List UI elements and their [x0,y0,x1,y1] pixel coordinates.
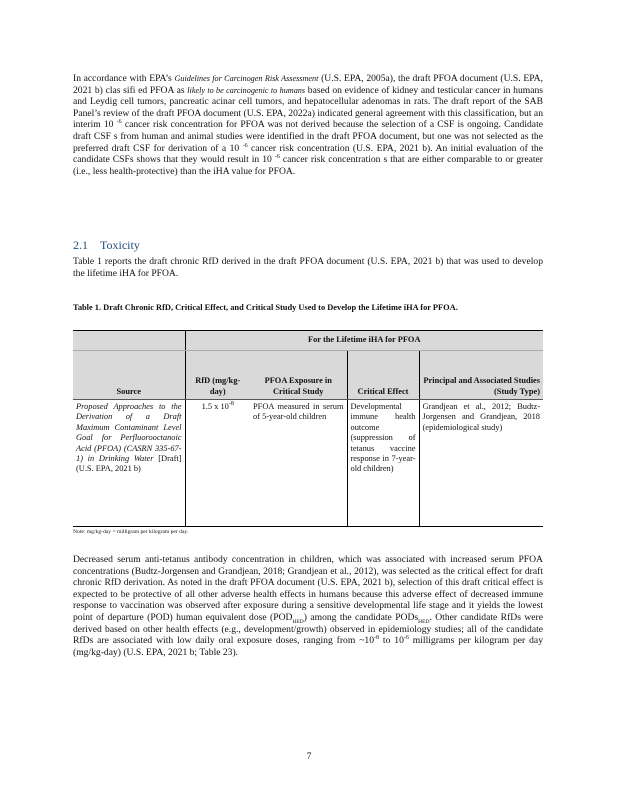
table-group-header: For the Lifetime iHA for PFOA [185,331,543,351]
header-rfd: RfD (mg/kg-day) [185,351,250,400]
header-critical-effect: Critical Effect [347,351,419,400]
header-exposure: PFOA Exposure in Critical Study [250,351,347,400]
paragraph-table-intro: Table 1 reports the draft chronic RfD derived in the draft PFOA document (U.S. EPA, 2021 b) that was used to develop the lifetime iHA for PFOA. [73,256,543,279]
paragraph-carcinogenicity: In accordance with EPA’s Guidelines for Carcinogen Risk Assessment (U.S. EPA, 2005a), the draft PFOA document (U.S. EPA, 2021 b) clas sifi ed PFOA as likely to be carcinogenic to humans based on evidence of kidney and testicular cancer in humans and Leydig cell tumors, pancreatic acinar cell tumors, and hepatocellular adenomas in rats. The draft report of the SAB Panel’s review of the draft PFOA document (U.S. EPA, 2022a) indicated general agreement with this classification, but an interim 10 $^{-6}$ cancer risk concentration for PFOA was not derived because the selection of a CSF is ongoing. Candidate draft CSF s from human and animal studies were identified in the draft PFOA document, but one was not selected as the preferred draft CSF for derivation of a 10 $^{-6}$ cancer risk concentration (U.S. EPA, 2021 b). An initial evaluation of the candidate CSFs shows that they would result in 10 $^{-6}$ cancer risk concentration s that are either comparable to or greater (i.e., less health-protective) than the iHA value for PFOA. [73,73,544,177]
section-heading [73,238,140,253]
carcinogen-classification: likely to be carcinogenic to humans [187,85,306,95]
rfd-table [73,330,543,527]
paragraph-critical-effect: Decreased serum anti-tetanus antibody concentration in children, which was associated with increased serum PFOA concentrations (Budtz-Jorgensen and Grandjean, 2018; Grandjean et al., 2012), was selected as the critical effect for draft chronic RfD derivation. As noted in the draft PFOA document (U.S. EPA, 2021 b), selection of this draft critical effect is expected to be protective of all other adverse health effects in humans because this adverse effect of decreased immune response to vaccination was observed after exposure during a sensitive developmental life stage and it yields the lowest point of departure (POD) human equivalent dose $(POD_{HED})$ among the candidate PODs$_{HED}$. Other candidate RfDs were derived based on other health effects (e.g., development/growth) observed in epidemiology studies; all of the candidate RfDs are associated with low daily oral exposure doses, ranging from $\sim 10^{-8}$ to $10^{-6}$ milligrams per kilogram per day (mg/kg-day) (U.S. EPA, 2021 b; Table 23). [73,554,543,658]
cell-rfd: 1.5 x $10^{-8}$ [185,400,250,527]
cell-source: Proposed Approaches to the Derivation of a Draft Maximum Contaminant Level Goal for Perfluorooctanoic Acid (PFOA) (CASRN 335-67-1) in Drinking Water [Draft] (U.S. EPA, 2021 b) [73,400,185,527]
cell-studies: Grandjean et al., 2012; Budtz-Jorgensen and Grandjean, 2018 (epidemiological study) [419,400,543,527]
cell-exposure: PFOA measured in serum of 5-year-old children [250,400,347,527]
header-studies: Principal and Associated Studies (Study Type) [419,351,543,400]
table-note: Note: mg/kg-day = milligram per kilogram per day. [73,529,189,535]
section-number: 2.1 [73,238,88,252]
table-header-blank [73,331,185,351]
cell-critical-effect: Developmental immune health outcome (suppression of tetanus vaccine response in 7-year-old children) [347,400,419,527]
table-caption: Table 1. Draft Chronic RfD, Critical Effect, and Critical Study Used to Develop the Lifetime iHA for PFOA. [73,303,458,312]
table-row [73,400,543,527]
section-title: Toxicity [100,238,140,252]
header-source: Source [73,351,185,400]
page-number: 7 [306,751,312,762]
guidelines-title: Guidelines for Carcinogen Risk Assessment [174,74,319,83]
